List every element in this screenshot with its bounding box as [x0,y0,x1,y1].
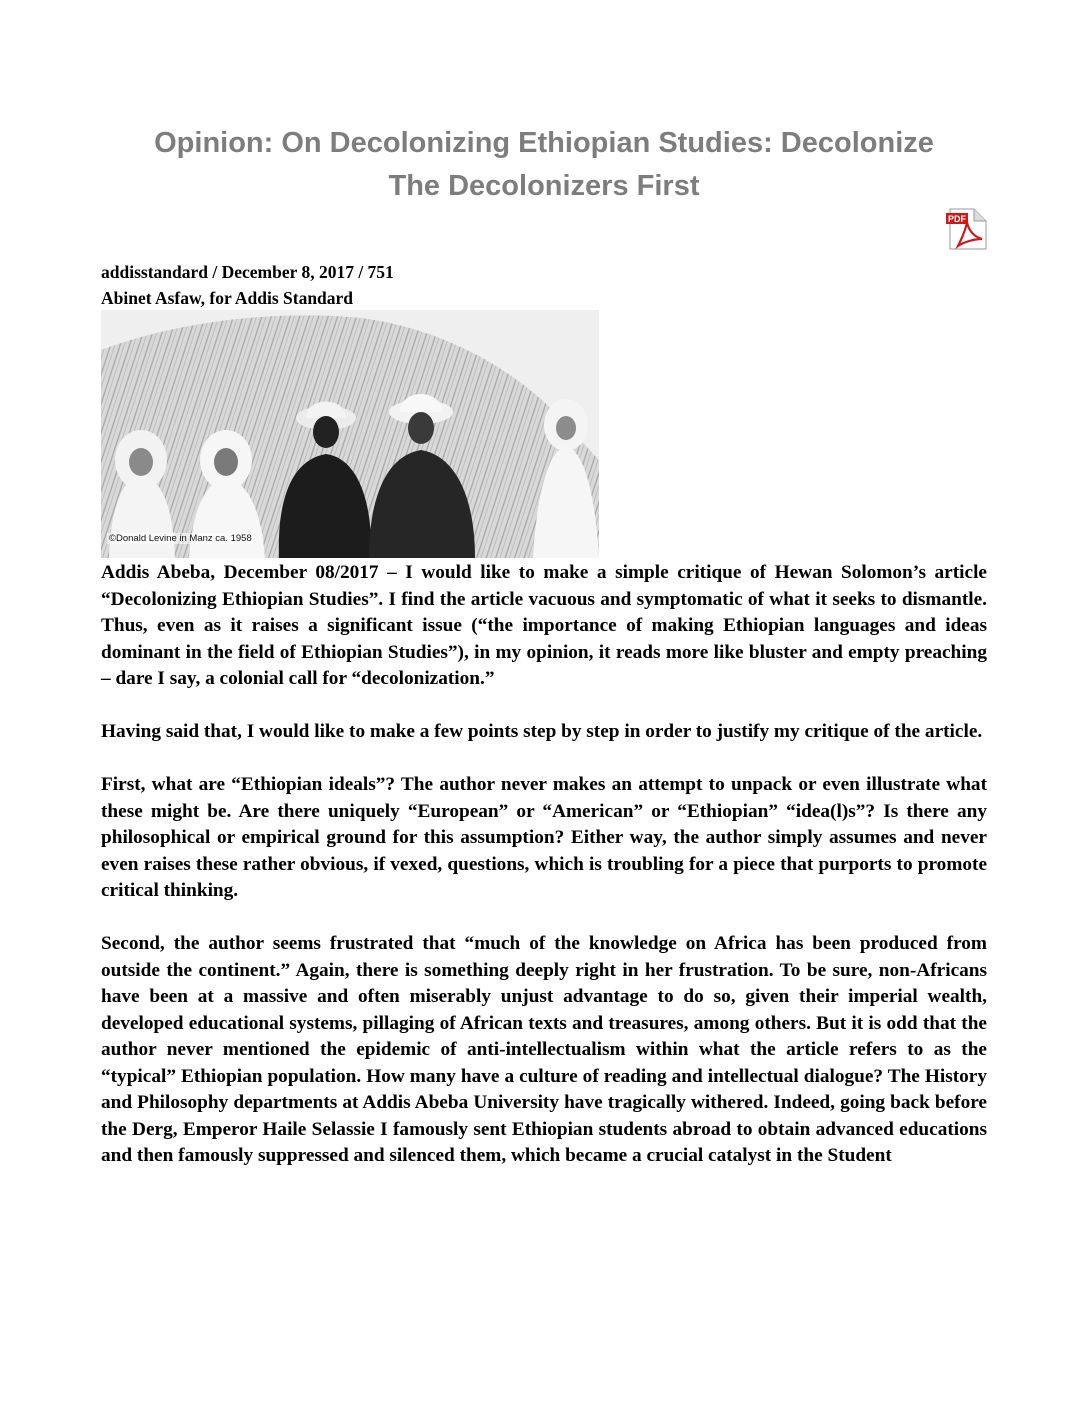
article-photo [101,310,599,558]
pdf-icon-label: PDF [948,214,966,224]
article-body [101,560,987,1196]
article-meta [101,259,981,311]
pdf-download-icon[interactable] [944,208,988,250]
article-title-line-2: The Decolonizers First [388,170,700,202]
author-line: Abinet Asfaw, for Addis Standard [101,288,354,308]
article-title [80,122,1008,208]
paragraph: Second, the author seems frustrated that “much of the knowledge on Africa has been produced from outside the continent.” Again, there is something deeply right in her frustration. To be sure, non-Africans have been at a massive and often miserably unjust advantage to do so, given their imperial wealth, developed educational systems, pillaging of African texts and treasures, among others. But it is odd that the author never mentioned the epidemic of anti-intellectualism within what the article refers to as the “typical” Ethiopian population. How many have a culture of reading and intellectual dialogue? The History and Philosophy departments at Addis Abeba University have tragically withered. Indeed, going back before the Derg, Emperor Haile Selassie I famously sent Ethiopian students abroad to obtain advanced educations and then famously suppressed and silenced them, which became a crucial catalyst in the Student [101,933,987,1166]
paragraph: Having said that, I would like to make a few points step by step in order to justify my critique of the article. [101,721,983,742]
photo-credit: ©Donald Levine in Manz ca. 1958 [109,533,252,544]
paragraph: Addis Abeba, December 08/2017 – I would like to make a simple critique of Hewan Solomon’s article “Decolonizing Ethiopian Studies”. I find the article vacuous and symptomatic of what it seeks to dismantle. Thus, even as it raises a significant issue (“the importance of making Ethiopian languages and ideas dominant in the field of Ethiopian Studies”), in my opinion, it reads more like bluster and empty preaching – dare I say, a colonial call for “decolonization.” [101,562,987,689]
paragraph: First, what are “Ethiopian ideals”? The author never makes an attempt to unpack or even illustrate what these might be. Are there uniquely “European” or “American” or “Ethiopian” “idea(l)s”? Is there any philosophical or empirical ground for this assumption? Either way, the author simply assumes and never even raises these rather obvious, if vexed, questions, which is troubling for a piece that purports to promote critical thinking. [101,774,987,901]
article-title-line-1: Opinion: On Decolonizing Ethiopian Studies: Decolonize [154,127,934,159]
byline: addisstandard / December 8, 2017 / 751 [101,262,394,282]
